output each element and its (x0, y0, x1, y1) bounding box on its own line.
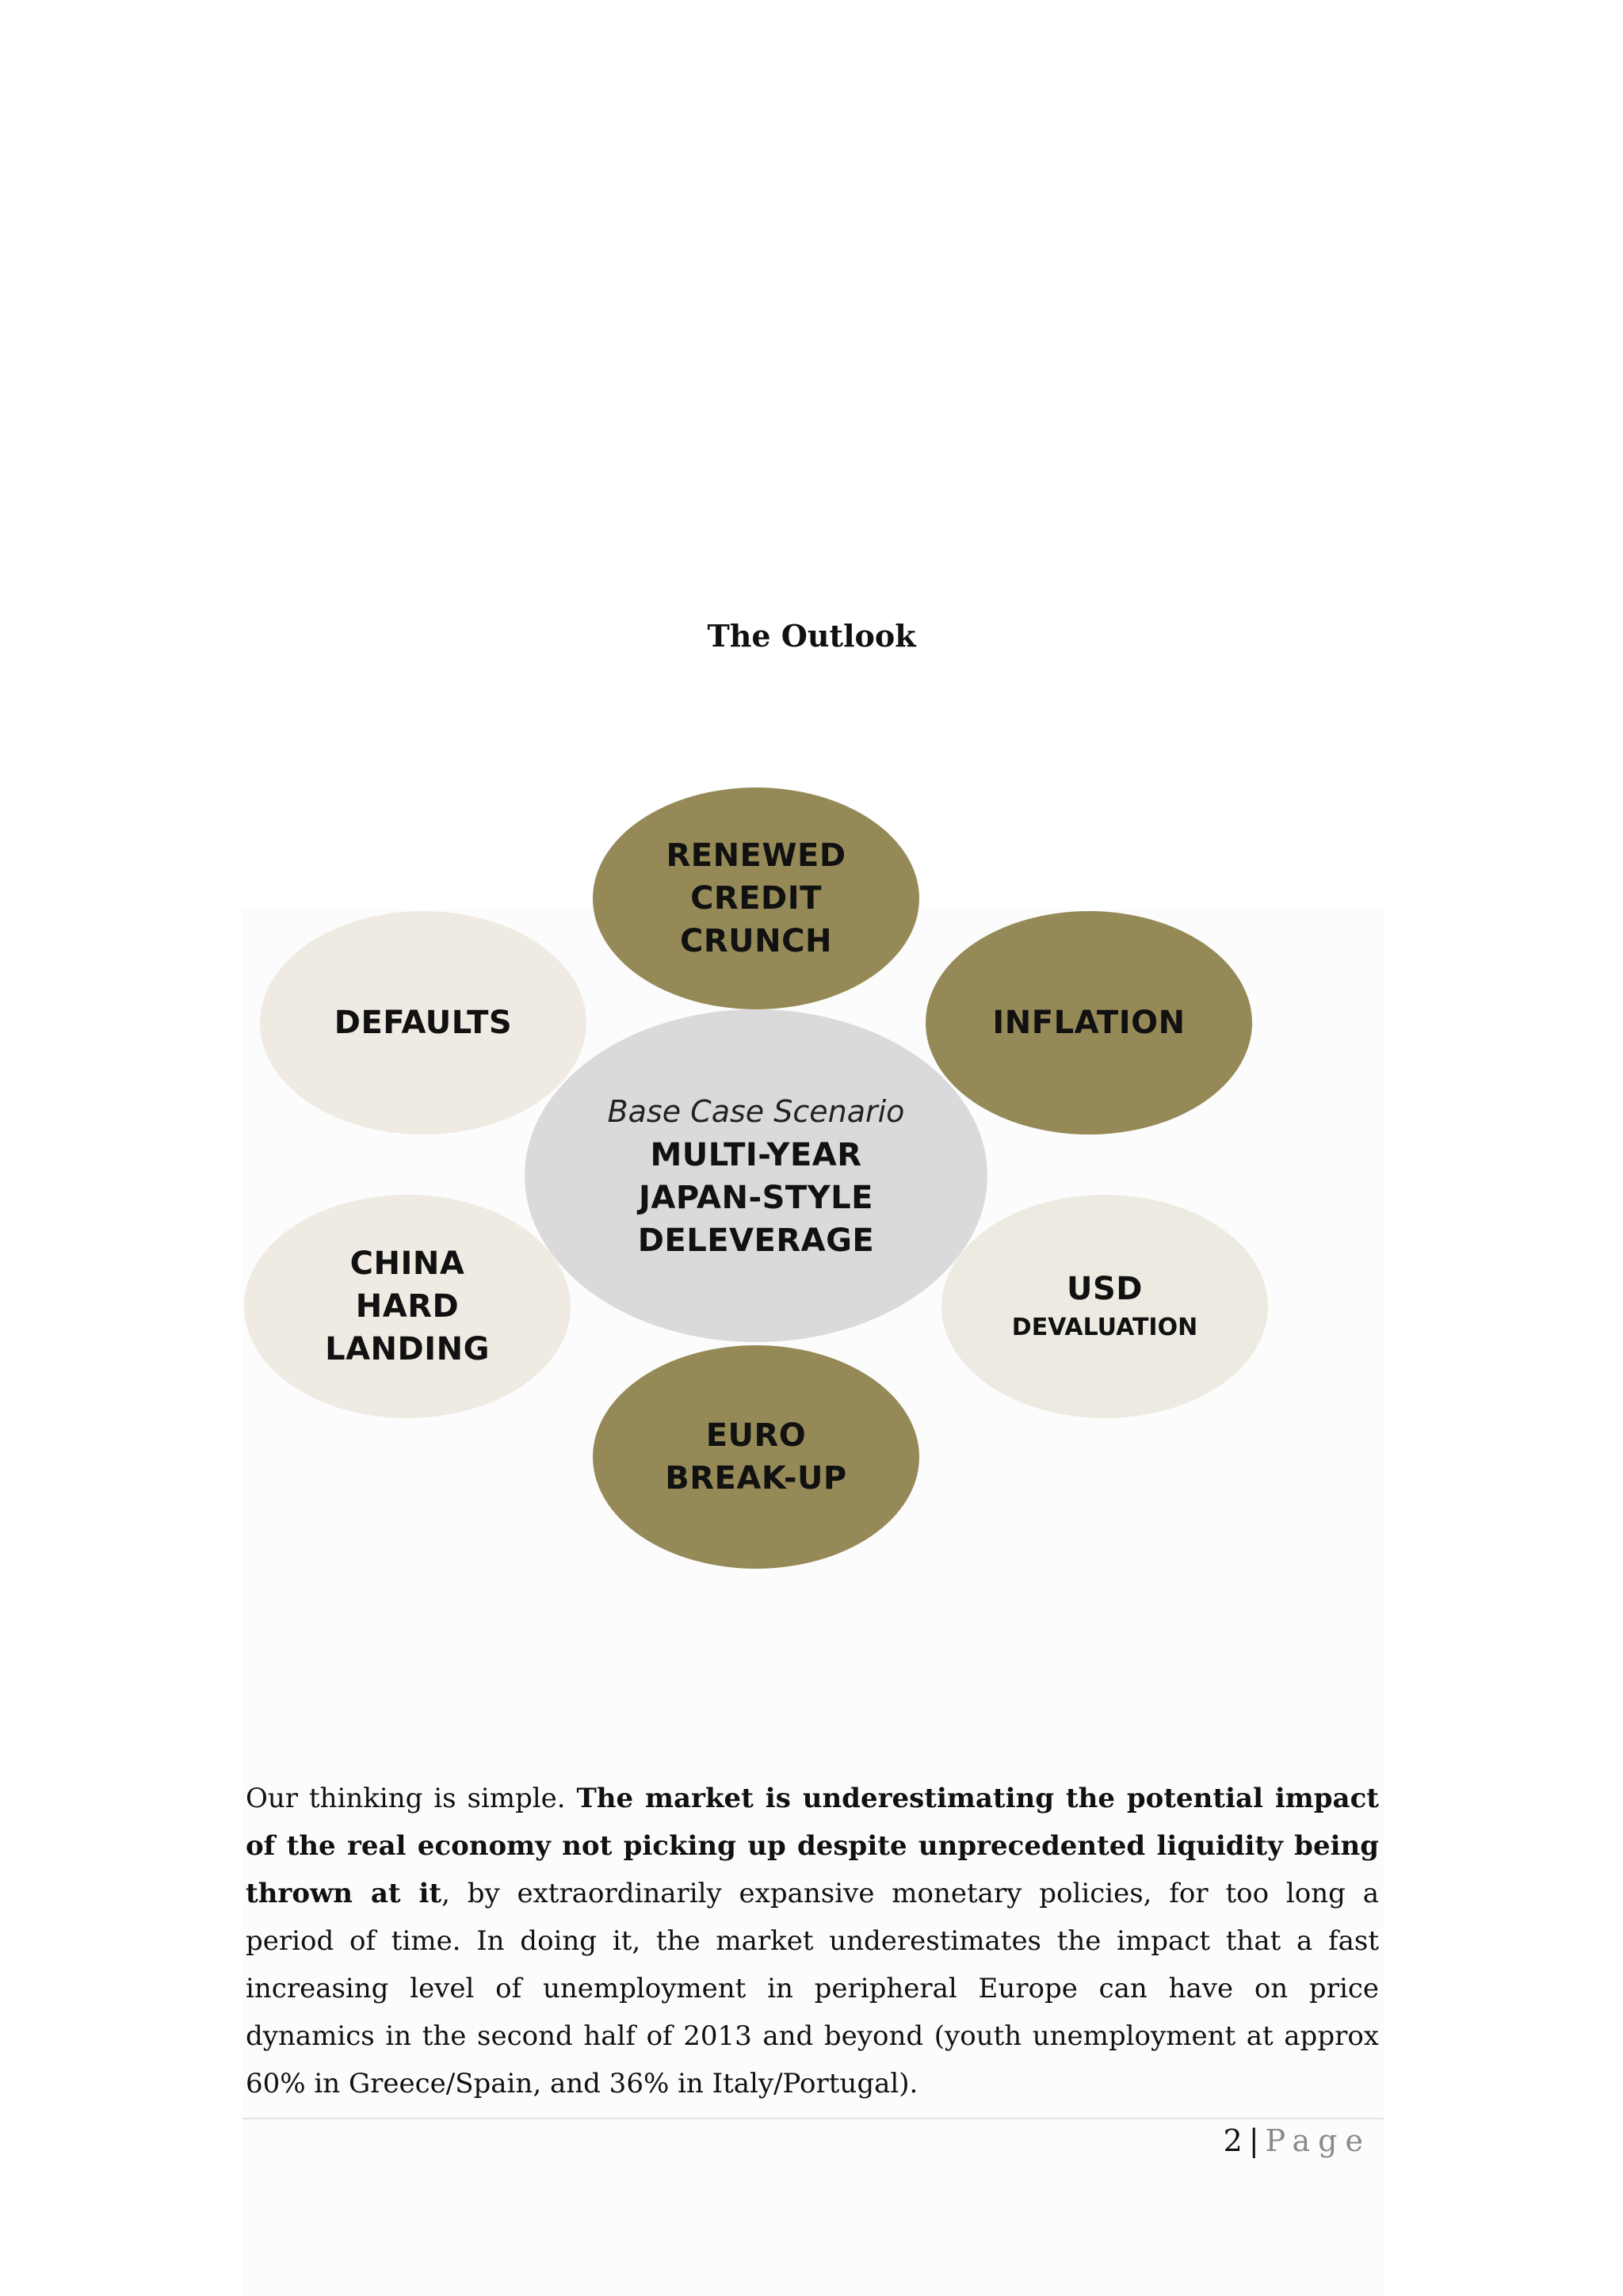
paragraph-rest: , by extraordinarily expansive monetary policies, for too long a period of time. In doing it, the market underestimates the impact that a fast increasing level of unemployment in peripheral Europe can have on price dynamics in the second half of 2013 and beyond (youth unemployment at approx 60% in Greece/Spain, and 36% in Italy/Portugal). (246, 1878, 1379, 2100)
bubble-inflation (926, 911, 1252, 1135)
bubble-label-line: LANDING (325, 1331, 490, 1367)
page-title: The Outlook (707, 618, 916, 654)
bubble-usd-devaluation (941, 1195, 1268, 1418)
bubble-euro-break-up (593, 1345, 919, 1569)
bubble-label-line: DELEVERAGE (637, 1222, 875, 1259)
page-label: Page (1265, 2123, 1371, 2158)
outlook-paragraph (246, 1775, 1379, 2107)
bubble-label-line: EURO (705, 1417, 807, 1454)
bubble-label-line: RENEWED (666, 837, 846, 874)
bubble-sublabel: DEVALUATION (1011, 1314, 1198, 1341)
paragraph-bold-statement: The market is underestimating the potential impact of the real economy not picking up despite unprecedented liquidity being thrown at it (246, 1783, 1379, 1909)
bubble-china-hard-landing (244, 1195, 571, 1418)
bubble-label-line: USD (1067, 1271, 1143, 1307)
paragraph-lead: Our thinking is simple. (246, 1783, 577, 1814)
bubble-label-line: BREAK-UP (665, 1460, 847, 1497)
bubble-label-line: JAPAN-STYLE (639, 1180, 873, 1216)
bubble-renewed-credit-crunch (593, 788, 919, 1009)
bubble-label-line: CRUNCH (680, 923, 832, 959)
bubble-base-case-scenario (525, 1009, 987, 1342)
bubble-label-line: INFLATION (992, 1005, 1186, 1041)
bubble-label-line: MULTI-YEAR (650, 1137, 862, 1173)
bubble-label-line: CHINA (349, 1245, 465, 1282)
bubble-label-line: DEFAULTS (334, 1005, 513, 1041)
footer-separator: | (1248, 2123, 1259, 2158)
footer-divider (242, 2118, 1384, 2119)
base-case-caption: Base Case Scenario (607, 1094, 905, 1129)
bubble-label-line: HARD (355, 1288, 460, 1325)
bubble-label-line: CREDIT (690, 880, 822, 917)
page-number: 2 (1223, 2123, 1243, 2158)
bubble-defaults (260, 911, 586, 1135)
page-footer (1224, 2123, 1371, 2158)
